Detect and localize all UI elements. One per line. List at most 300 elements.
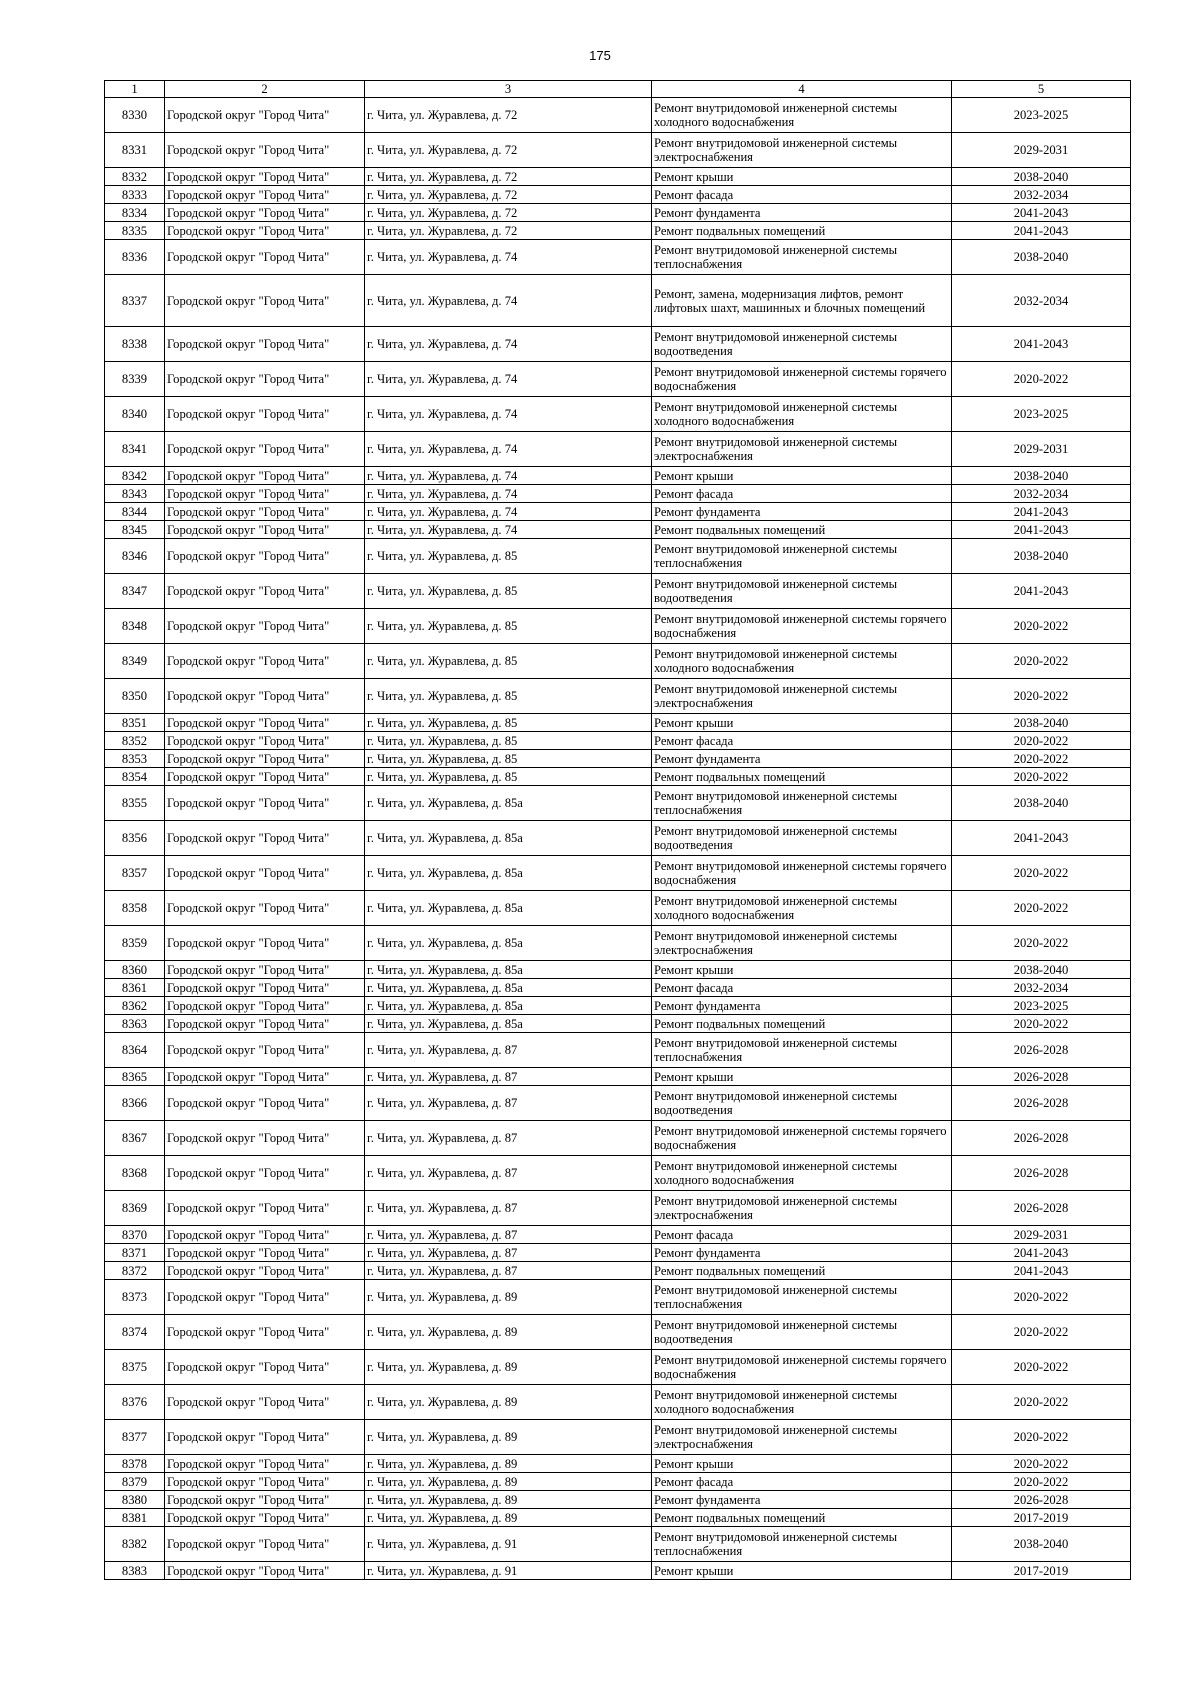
row-number: 8331 xyxy=(105,133,165,168)
period-cell: 2026-2028 xyxy=(952,1121,1131,1156)
period-cell: 2020-2022 xyxy=(952,679,1131,714)
period-cell: 2017-2019 xyxy=(952,1562,1131,1580)
page-number: 175 xyxy=(589,48,611,63)
table-row xyxy=(105,1086,1131,1121)
work-type-cell: Ремонт фасада xyxy=(652,1473,952,1491)
row-number: 8335 xyxy=(105,222,165,240)
address-cell: г. Чита, ул. Журавлева, д. 85 xyxy=(365,574,652,609)
row-number: 8351 xyxy=(105,714,165,732)
work-type-cell: Ремонт фасада xyxy=(652,1226,952,1244)
row-number: 8366 xyxy=(105,1086,165,1121)
work-type-cell: Ремонт внутридомовой инженерной системы водоотведения xyxy=(652,1086,952,1121)
address-cell: г. Чита, ул. Журавлева, д. 87 xyxy=(365,1226,652,1244)
row-number: 8358 xyxy=(105,891,165,926)
work-type-cell: Ремонт подвальных помещений xyxy=(652,1509,952,1527)
municipality-cell: Городской округ "Город Чита" xyxy=(165,1420,365,1455)
address-cell: г. Чита, ул. Журавлева, д. 85а xyxy=(365,891,652,926)
table-row xyxy=(105,1491,1131,1509)
municipality-cell: Городской округ "Город Чита" xyxy=(165,432,365,467)
work-type-cell: Ремонт внутридомовой инженерной системы холодного водоснабжения xyxy=(652,644,952,679)
address-cell: г. Чита, ул. Журавлева, д. 89 xyxy=(365,1280,652,1315)
period-cell: 2041-2043 xyxy=(952,821,1131,856)
municipality-cell: Городской округ "Город Чита" xyxy=(165,1226,365,1244)
column-header: 5 xyxy=(952,81,1131,98)
column-header: 1 xyxy=(105,81,165,98)
work-type-cell: Ремонт фасада xyxy=(652,732,952,750)
work-type-cell: Ремонт фасада xyxy=(652,979,952,997)
work-type-cell: Ремонт, замена, модернизация лифтов, ремонт лифтовых шахт, машинных и блочных помещений xyxy=(652,275,952,327)
row-number: 8362 xyxy=(105,997,165,1015)
work-type-cell: Ремонт фундамента xyxy=(652,997,952,1015)
municipality-cell: Городской округ "Город Чита" xyxy=(165,961,365,979)
municipality-cell: Городской округ "Город Чита" xyxy=(165,997,365,1015)
municipality-cell: Городской округ "Город Чита" xyxy=(165,979,365,997)
row-number: 8371 xyxy=(105,1244,165,1262)
municipality-cell: Городской округ "Город Чита" xyxy=(165,222,365,240)
period-cell: 2041-2043 xyxy=(952,1244,1131,1262)
municipality-cell: Городской округ "Город Чита" xyxy=(165,1156,365,1191)
address-cell: г. Чита, ул. Журавлева, д. 87 xyxy=(365,1033,652,1068)
table-row xyxy=(105,133,1131,168)
row-number: 8382 xyxy=(105,1527,165,1562)
municipality-cell: Городской округ "Город Чита" xyxy=(165,1086,365,1121)
table-row xyxy=(105,485,1131,503)
address-cell: г. Чита, ул. Журавлева, д. 74 xyxy=(365,275,652,327)
work-type-cell: Ремонт внутридомовой инженерной системы горячего водоснабжения xyxy=(652,856,952,891)
municipality-cell: Городской округ "Город Чита" xyxy=(165,1491,365,1509)
row-number: 8359 xyxy=(105,926,165,961)
municipality-cell: Городской округ "Город Чита" xyxy=(165,204,365,222)
row-number: 8333 xyxy=(105,186,165,204)
period-cell: 2038-2040 xyxy=(952,1527,1131,1562)
row-number: 8369 xyxy=(105,1191,165,1226)
table-row xyxy=(105,186,1131,204)
table-row xyxy=(105,926,1131,961)
period-cell: 2038-2040 xyxy=(952,467,1131,485)
table-row xyxy=(105,1527,1131,1562)
period-cell: 2032-2034 xyxy=(952,979,1131,997)
period-cell: 2020-2022 xyxy=(952,1280,1131,1315)
row-number: 8343 xyxy=(105,485,165,503)
column-header: 2 xyxy=(165,81,365,98)
municipality-cell: Городской округ "Город Чита" xyxy=(165,467,365,485)
work-type-cell: Ремонт внутридомовой инженерной системы холодного водоснабжения xyxy=(652,397,952,432)
row-number: 8336 xyxy=(105,240,165,275)
work-type-cell: Ремонт крыши xyxy=(652,961,952,979)
period-cell: 2020-2022 xyxy=(952,1420,1131,1455)
address-cell: г. Чита, ул. Журавлева, д. 72 xyxy=(365,98,652,133)
row-number: 8338 xyxy=(105,327,165,362)
address-cell: г. Чита, ул. Журавлева, д. 89 xyxy=(365,1385,652,1420)
address-cell: г. Чита, ул. Журавлева, д. 85а xyxy=(365,979,652,997)
row-number: 8342 xyxy=(105,467,165,485)
municipality-cell: Городской округ "Город Чита" xyxy=(165,1455,365,1473)
table-row xyxy=(105,1156,1131,1191)
municipality-cell: Городской округ "Город Чита" xyxy=(165,485,365,503)
period-cell: 2029-2031 xyxy=(952,133,1131,168)
work-type-cell: Ремонт внутридомовой инженерной системы электроснабжения xyxy=(652,679,952,714)
municipality-cell: Городской округ "Город Чита" xyxy=(165,1509,365,1527)
table-row xyxy=(105,750,1131,768)
row-number: 8375 xyxy=(105,1350,165,1385)
address-cell: г. Чита, ул. Журавлева, д. 74 xyxy=(365,397,652,432)
work-type-cell: Ремонт подвальных помещений xyxy=(652,521,952,539)
municipality-cell: Городской округ "Город Чита" xyxy=(165,362,365,397)
municipality-cell: Городской округ "Город Чита" xyxy=(165,240,365,275)
address-cell: г. Чита, ул. Журавлева, д. 74 xyxy=(365,485,652,503)
row-number: 8374 xyxy=(105,1315,165,1350)
municipality-cell: Городской округ "Город Чита" xyxy=(165,856,365,891)
municipality-cell: Городской округ "Город Чита" xyxy=(165,539,365,574)
table-row xyxy=(105,679,1131,714)
row-number: 8357 xyxy=(105,856,165,891)
period-cell: 2038-2040 xyxy=(952,714,1131,732)
municipality-cell: Городской округ "Город Чита" xyxy=(165,1015,365,1033)
table-row xyxy=(105,1455,1131,1473)
table-row xyxy=(105,240,1131,275)
work-type-cell: Ремонт внутридомовой инженерной системы горячего водоснабжения xyxy=(652,362,952,397)
work-type-cell: Ремонт подвальных помещений xyxy=(652,1015,952,1033)
municipality-cell: Городской округ "Город Чита" xyxy=(165,679,365,714)
row-number: 8381 xyxy=(105,1509,165,1527)
period-cell: 2038-2040 xyxy=(952,786,1131,821)
row-number: 8379 xyxy=(105,1473,165,1491)
table-row xyxy=(105,327,1131,362)
address-cell: г. Чита, ул. Журавлева, д. 74 xyxy=(365,240,652,275)
table-row xyxy=(105,1509,1131,1527)
work-type-cell: Ремонт внутридомовой инженерной системы водоотведения xyxy=(652,574,952,609)
work-type-cell: Ремонт фундамента xyxy=(652,1491,952,1509)
work-type-cell: Ремонт внутридомовой инженерной системы теплоснабжения xyxy=(652,240,952,275)
municipality-cell: Городской округ "Город Чита" xyxy=(165,732,365,750)
table-row xyxy=(105,1068,1131,1086)
table-row xyxy=(105,891,1131,926)
column-number-row xyxy=(105,81,1131,98)
address-cell: г. Чита, ул. Журавлева, д. 74 xyxy=(365,362,652,397)
work-type-cell: Ремонт внутридомовой инженерной системы теплоснабжения xyxy=(652,1527,952,1562)
table-row xyxy=(105,1420,1131,1455)
table-row xyxy=(105,503,1131,521)
period-cell: 2020-2022 xyxy=(952,856,1131,891)
municipality-cell: Городской округ "Город Чита" xyxy=(165,1350,365,1385)
work-type-cell: Ремонт внутридомовой инженерной системы горячего водоснабжения xyxy=(652,609,952,644)
period-cell: 2020-2022 xyxy=(952,644,1131,679)
address-cell: г. Чита, ул. Журавлева, д. 87 xyxy=(365,1191,652,1226)
table-row xyxy=(105,1191,1131,1226)
address-cell: г. Чита, ул. Журавлева, д. 74 xyxy=(365,432,652,467)
work-type-cell: Ремонт внутридомовой инженерной системы теплоснабжения xyxy=(652,786,952,821)
table-row xyxy=(105,1315,1131,1350)
row-number: 8361 xyxy=(105,979,165,997)
address-cell: г. Чита, ул. Журавлева, д. 72 xyxy=(365,133,652,168)
table-row xyxy=(105,1033,1131,1068)
period-cell: 2020-2022 xyxy=(952,1455,1131,1473)
table-row xyxy=(105,168,1131,186)
address-cell: г. Чита, ул. Журавлева, д. 85а xyxy=(365,1015,652,1033)
row-number: 8354 xyxy=(105,768,165,786)
municipality-cell: Городской округ "Город Чита" xyxy=(165,503,365,521)
table-row xyxy=(105,1015,1131,1033)
column-header: 4 xyxy=(652,81,952,98)
table-row xyxy=(105,432,1131,467)
address-cell: г. Чита, ул. Журавлева, д. 72 xyxy=(365,168,652,186)
municipality-cell: Городской округ "Город Чита" xyxy=(165,1315,365,1350)
row-number: 8364 xyxy=(105,1033,165,1068)
address-cell: г. Чита, ул. Журавлева, д. 74 xyxy=(365,503,652,521)
table-row xyxy=(105,539,1131,574)
period-cell: 2020-2022 xyxy=(952,1315,1131,1350)
work-type-cell: Ремонт внутридомовой инженерной системы горячего водоснабжения xyxy=(652,1350,952,1385)
work-type-cell: Ремонт крыши xyxy=(652,1562,952,1580)
table-row xyxy=(105,979,1131,997)
row-number: 8355 xyxy=(105,786,165,821)
table-row xyxy=(105,644,1131,679)
address-cell: г. Чита, ул. Журавлева, д. 85а xyxy=(365,961,652,979)
period-cell: 2020-2022 xyxy=(952,1350,1131,1385)
table-row xyxy=(105,98,1131,133)
row-number: 8330 xyxy=(105,98,165,133)
period-cell: 2032-2034 xyxy=(952,485,1131,503)
row-number: 8352 xyxy=(105,732,165,750)
table-row xyxy=(105,397,1131,432)
row-number: 8370 xyxy=(105,1226,165,1244)
period-cell: 2029-2031 xyxy=(952,1226,1131,1244)
address-cell: г. Чита, ул. Журавлева, д. 87 xyxy=(365,1156,652,1191)
address-cell: г. Чита, ул. Журавлева, д. 87 xyxy=(365,1262,652,1280)
table-row xyxy=(105,1562,1131,1580)
municipality-cell: Городской округ "Город Чита" xyxy=(165,1033,365,1068)
municipality-cell: Городской округ "Город Чита" xyxy=(165,609,365,644)
period-cell: 2032-2034 xyxy=(952,186,1131,204)
work-type-cell: Ремонт внутридомовой инженерной системы электроснабжения xyxy=(652,432,952,467)
address-cell: г. Чита, ул. Журавлева, д. 87 xyxy=(365,1068,652,1086)
work-type-cell: Ремонт внутридомовой инженерной системы электроснабжения xyxy=(652,133,952,168)
address-cell: г. Чита, ул. Журавлева, д. 85 xyxy=(365,679,652,714)
period-cell: 2041-2043 xyxy=(952,204,1131,222)
address-cell: г. Чита, ул. Журавлева, д. 85 xyxy=(365,768,652,786)
period-cell: 2017-2019 xyxy=(952,1509,1131,1527)
period-cell: 2041-2043 xyxy=(952,222,1131,240)
table-row xyxy=(105,467,1131,485)
table-row xyxy=(105,275,1131,327)
address-cell: г. Чита, ул. Журавлева, д. 74 xyxy=(365,521,652,539)
period-cell: 2029-2031 xyxy=(952,432,1131,467)
period-cell: 2020-2022 xyxy=(952,609,1131,644)
period-cell: 2038-2040 xyxy=(952,168,1131,186)
period-cell: 2041-2043 xyxy=(952,503,1131,521)
address-cell: г. Чита, ул. Журавлева, д. 85а xyxy=(365,926,652,961)
municipality-cell: Городской округ "Город Чита" xyxy=(165,768,365,786)
period-cell: 2038-2040 xyxy=(952,240,1131,275)
municipality-cell: Городской округ "Город Чита" xyxy=(165,186,365,204)
row-number: 8376 xyxy=(105,1385,165,1420)
work-type-cell: Ремонт подвальных помещений xyxy=(652,222,952,240)
municipality-cell: Городской округ "Город Чита" xyxy=(165,1562,365,1580)
work-type-cell: Ремонт фасада xyxy=(652,186,952,204)
repair-schedule-table xyxy=(104,80,1131,1580)
address-cell: г. Чита, ул. Журавлева, д. 85а xyxy=(365,856,652,891)
address-cell: г. Чита, ул. Журавлева, д. 85 xyxy=(365,732,652,750)
period-cell: 2026-2028 xyxy=(952,1068,1131,1086)
row-number: 8378 xyxy=(105,1455,165,1473)
row-number: 8346 xyxy=(105,539,165,574)
municipality-cell: Городской округ "Город Чита" xyxy=(165,644,365,679)
municipality-cell: Городской округ "Город Чита" xyxy=(165,1527,365,1562)
address-cell: г. Чита, ул. Журавлева, д. 89 xyxy=(365,1509,652,1527)
row-number: 8356 xyxy=(105,821,165,856)
work-type-cell: Ремонт внутридомовой инженерной системы электроснабжения xyxy=(652,1420,952,1455)
work-type-cell: Ремонт внутридомовой инженерной системы электроснабжения xyxy=(652,926,952,961)
municipality-cell: Городской округ "Город Чита" xyxy=(165,521,365,539)
table-row xyxy=(105,609,1131,644)
work-type-cell: Ремонт фундамента xyxy=(652,204,952,222)
address-cell: г. Чита, ул. Журавлева, д. 85 xyxy=(365,750,652,768)
row-number: 8368 xyxy=(105,1156,165,1191)
address-cell: г. Чита, ул. Журавлева, д. 85 xyxy=(365,609,652,644)
municipality-cell: Городской округ "Город Чита" xyxy=(165,1385,365,1420)
table-body xyxy=(105,98,1131,1580)
municipality-cell: Городской округ "Город Чита" xyxy=(165,821,365,856)
row-number: 8350 xyxy=(105,679,165,714)
address-cell: г. Чита, ул. Журавлева, д. 89 xyxy=(365,1420,652,1455)
work-type-cell: Ремонт фундамента xyxy=(652,750,952,768)
address-cell: г. Чита, ул. Журавлева, д. 89 xyxy=(365,1491,652,1509)
period-cell: 2023-2025 xyxy=(952,397,1131,432)
row-number: 8334 xyxy=(105,204,165,222)
work-type-cell: Ремонт подвальных помещений xyxy=(652,768,952,786)
municipality-cell: Городской округ "Город Чита" xyxy=(165,1068,365,1086)
row-number: 8345 xyxy=(105,521,165,539)
table-row xyxy=(105,362,1131,397)
municipality-cell: Городской округ "Город Чита" xyxy=(165,1473,365,1491)
row-number: 8339 xyxy=(105,362,165,397)
work-type-cell: Ремонт фундамента xyxy=(652,1244,952,1262)
row-number: 8353 xyxy=(105,750,165,768)
row-number: 8340 xyxy=(105,397,165,432)
row-number: 8347 xyxy=(105,574,165,609)
row-number: 8380 xyxy=(105,1491,165,1509)
address-cell: г. Чита, ул. Журавлева, д. 91 xyxy=(365,1562,652,1580)
table-row xyxy=(105,997,1131,1015)
work-type-cell: Ремонт фундамента xyxy=(652,503,952,521)
work-type-cell: Ремонт внутридомовой инженерной системы холодного водоснабжения xyxy=(652,1156,952,1191)
municipality-cell: Городской округ "Город Чита" xyxy=(165,1191,365,1226)
table-row xyxy=(105,1385,1131,1420)
municipality-cell: Городской округ "Город Чита" xyxy=(165,275,365,327)
address-cell: г. Чита, ул. Журавлева, д. 89 xyxy=(365,1473,652,1491)
work-type-cell: Ремонт внутридомовой инженерной системы холодного водоснабжения xyxy=(652,891,952,926)
municipality-cell: Городской округ "Город Чита" xyxy=(165,327,365,362)
work-type-cell: Ремонт внутридомовой инженерной системы горячего водоснабжения xyxy=(652,1121,952,1156)
table-row xyxy=(105,1262,1131,1280)
table-row xyxy=(105,961,1131,979)
table-row xyxy=(105,222,1131,240)
municipality-cell: Городской округ "Город Чита" xyxy=(165,750,365,768)
column-header: 3 xyxy=(365,81,652,98)
period-cell: 2020-2022 xyxy=(952,1015,1131,1033)
table-row xyxy=(105,521,1131,539)
table-row xyxy=(105,1473,1131,1491)
table-row xyxy=(105,821,1131,856)
period-cell: 2041-2043 xyxy=(952,574,1131,609)
row-number: 8373 xyxy=(105,1280,165,1315)
address-cell: г. Чита, ул. Журавлева, д. 91 xyxy=(365,1527,652,1562)
period-cell: 2020-2022 xyxy=(952,362,1131,397)
address-cell: г. Чита, ул. Журавлева, д. 72 xyxy=(365,186,652,204)
address-cell: г. Чита, ул. Журавлева, д. 85 xyxy=(365,644,652,679)
period-cell: 2023-2025 xyxy=(952,997,1131,1015)
municipality-cell: Городской округ "Город Чита" xyxy=(165,397,365,432)
municipality-cell: Городской округ "Город Чита" xyxy=(165,1280,365,1315)
municipality-cell: Городской округ "Город Чита" xyxy=(165,786,365,821)
row-number: 8344 xyxy=(105,503,165,521)
period-cell: 2020-2022 xyxy=(952,926,1131,961)
work-type-cell: Ремонт внутридомовой инженерной системы водоотведения xyxy=(652,327,952,362)
municipality-cell: Городской округ "Город Чита" xyxy=(165,926,365,961)
period-cell: 2023-2025 xyxy=(952,98,1131,133)
work-type-cell: Ремонт фасада xyxy=(652,485,952,503)
period-cell: 2026-2028 xyxy=(952,1491,1131,1509)
municipality-cell: Городской округ "Город Чита" xyxy=(165,98,365,133)
work-type-cell: Ремонт внутридомовой инженерной системы холодного водоснабжения xyxy=(652,98,952,133)
address-cell: г. Чита, ул. Журавлева, д. 85 xyxy=(365,714,652,732)
period-cell: 2026-2028 xyxy=(952,1191,1131,1226)
period-cell: 2026-2028 xyxy=(952,1086,1131,1121)
period-cell: 2020-2022 xyxy=(952,1473,1131,1491)
row-number: 8363 xyxy=(105,1015,165,1033)
work-type-cell: Ремонт внутридомовой инженерной системы теплоснабжения xyxy=(652,1033,952,1068)
municipality-cell: Городской округ "Город Чита" xyxy=(165,891,365,926)
address-cell: г. Чита, ул. Журавлева, д. 89 xyxy=(365,1315,652,1350)
work-type-cell: Ремонт внутридомовой инженерной системы холодного водоснабжения xyxy=(652,1385,952,1420)
table-row xyxy=(105,204,1131,222)
row-number: 8341 xyxy=(105,432,165,467)
table-row xyxy=(105,768,1131,786)
row-number: 8360 xyxy=(105,961,165,979)
period-cell: 2020-2022 xyxy=(952,750,1131,768)
row-number: 8367 xyxy=(105,1121,165,1156)
work-type-cell: Ремонт крыши xyxy=(652,1068,952,1086)
municipality-cell: Городской округ "Город Чита" xyxy=(165,1244,365,1262)
period-cell: 2041-2043 xyxy=(952,327,1131,362)
work-type-cell: Ремонт крыши xyxy=(652,168,952,186)
work-type-cell: Ремонт внутридомовой инженерной системы электроснабжения xyxy=(652,1191,952,1226)
work-type-cell: Ремонт внутридомовой инженерной системы водоотведения xyxy=(652,1315,952,1350)
table-row xyxy=(105,1244,1131,1262)
row-number: 8383 xyxy=(105,1562,165,1580)
table-row xyxy=(105,1350,1131,1385)
row-number: 8377 xyxy=(105,1420,165,1455)
table-row xyxy=(105,1226,1131,1244)
municipality-cell: Городской округ "Город Чита" xyxy=(165,1262,365,1280)
work-type-cell: Ремонт внутридомовой инженерной системы теплоснабжения xyxy=(652,539,952,574)
address-cell: г. Чита, ул. Журавлева, д. 85а xyxy=(365,997,652,1015)
table-row xyxy=(105,714,1131,732)
municipality-cell: Городской округ "Город Чита" xyxy=(165,1121,365,1156)
table-row xyxy=(105,856,1131,891)
work-type-cell: Ремонт крыши xyxy=(652,1455,952,1473)
municipality-cell: Городской округ "Город Чита" xyxy=(165,714,365,732)
address-cell: г. Чита, ул. Журавлева, д. 85 xyxy=(365,539,652,574)
row-number: 8365 xyxy=(105,1068,165,1086)
table-row xyxy=(105,1121,1131,1156)
address-cell: г. Чита, ул. Журавлева, д. 89 xyxy=(365,1455,652,1473)
table-row xyxy=(105,1280,1131,1315)
address-cell: г. Чита, ул. Журавлева, д. 89 xyxy=(365,1350,652,1385)
address-cell: г. Чита, ул. Журавлева, д. 85а xyxy=(365,821,652,856)
row-number: 8332 xyxy=(105,168,165,186)
period-cell: 2041-2043 xyxy=(952,521,1131,539)
